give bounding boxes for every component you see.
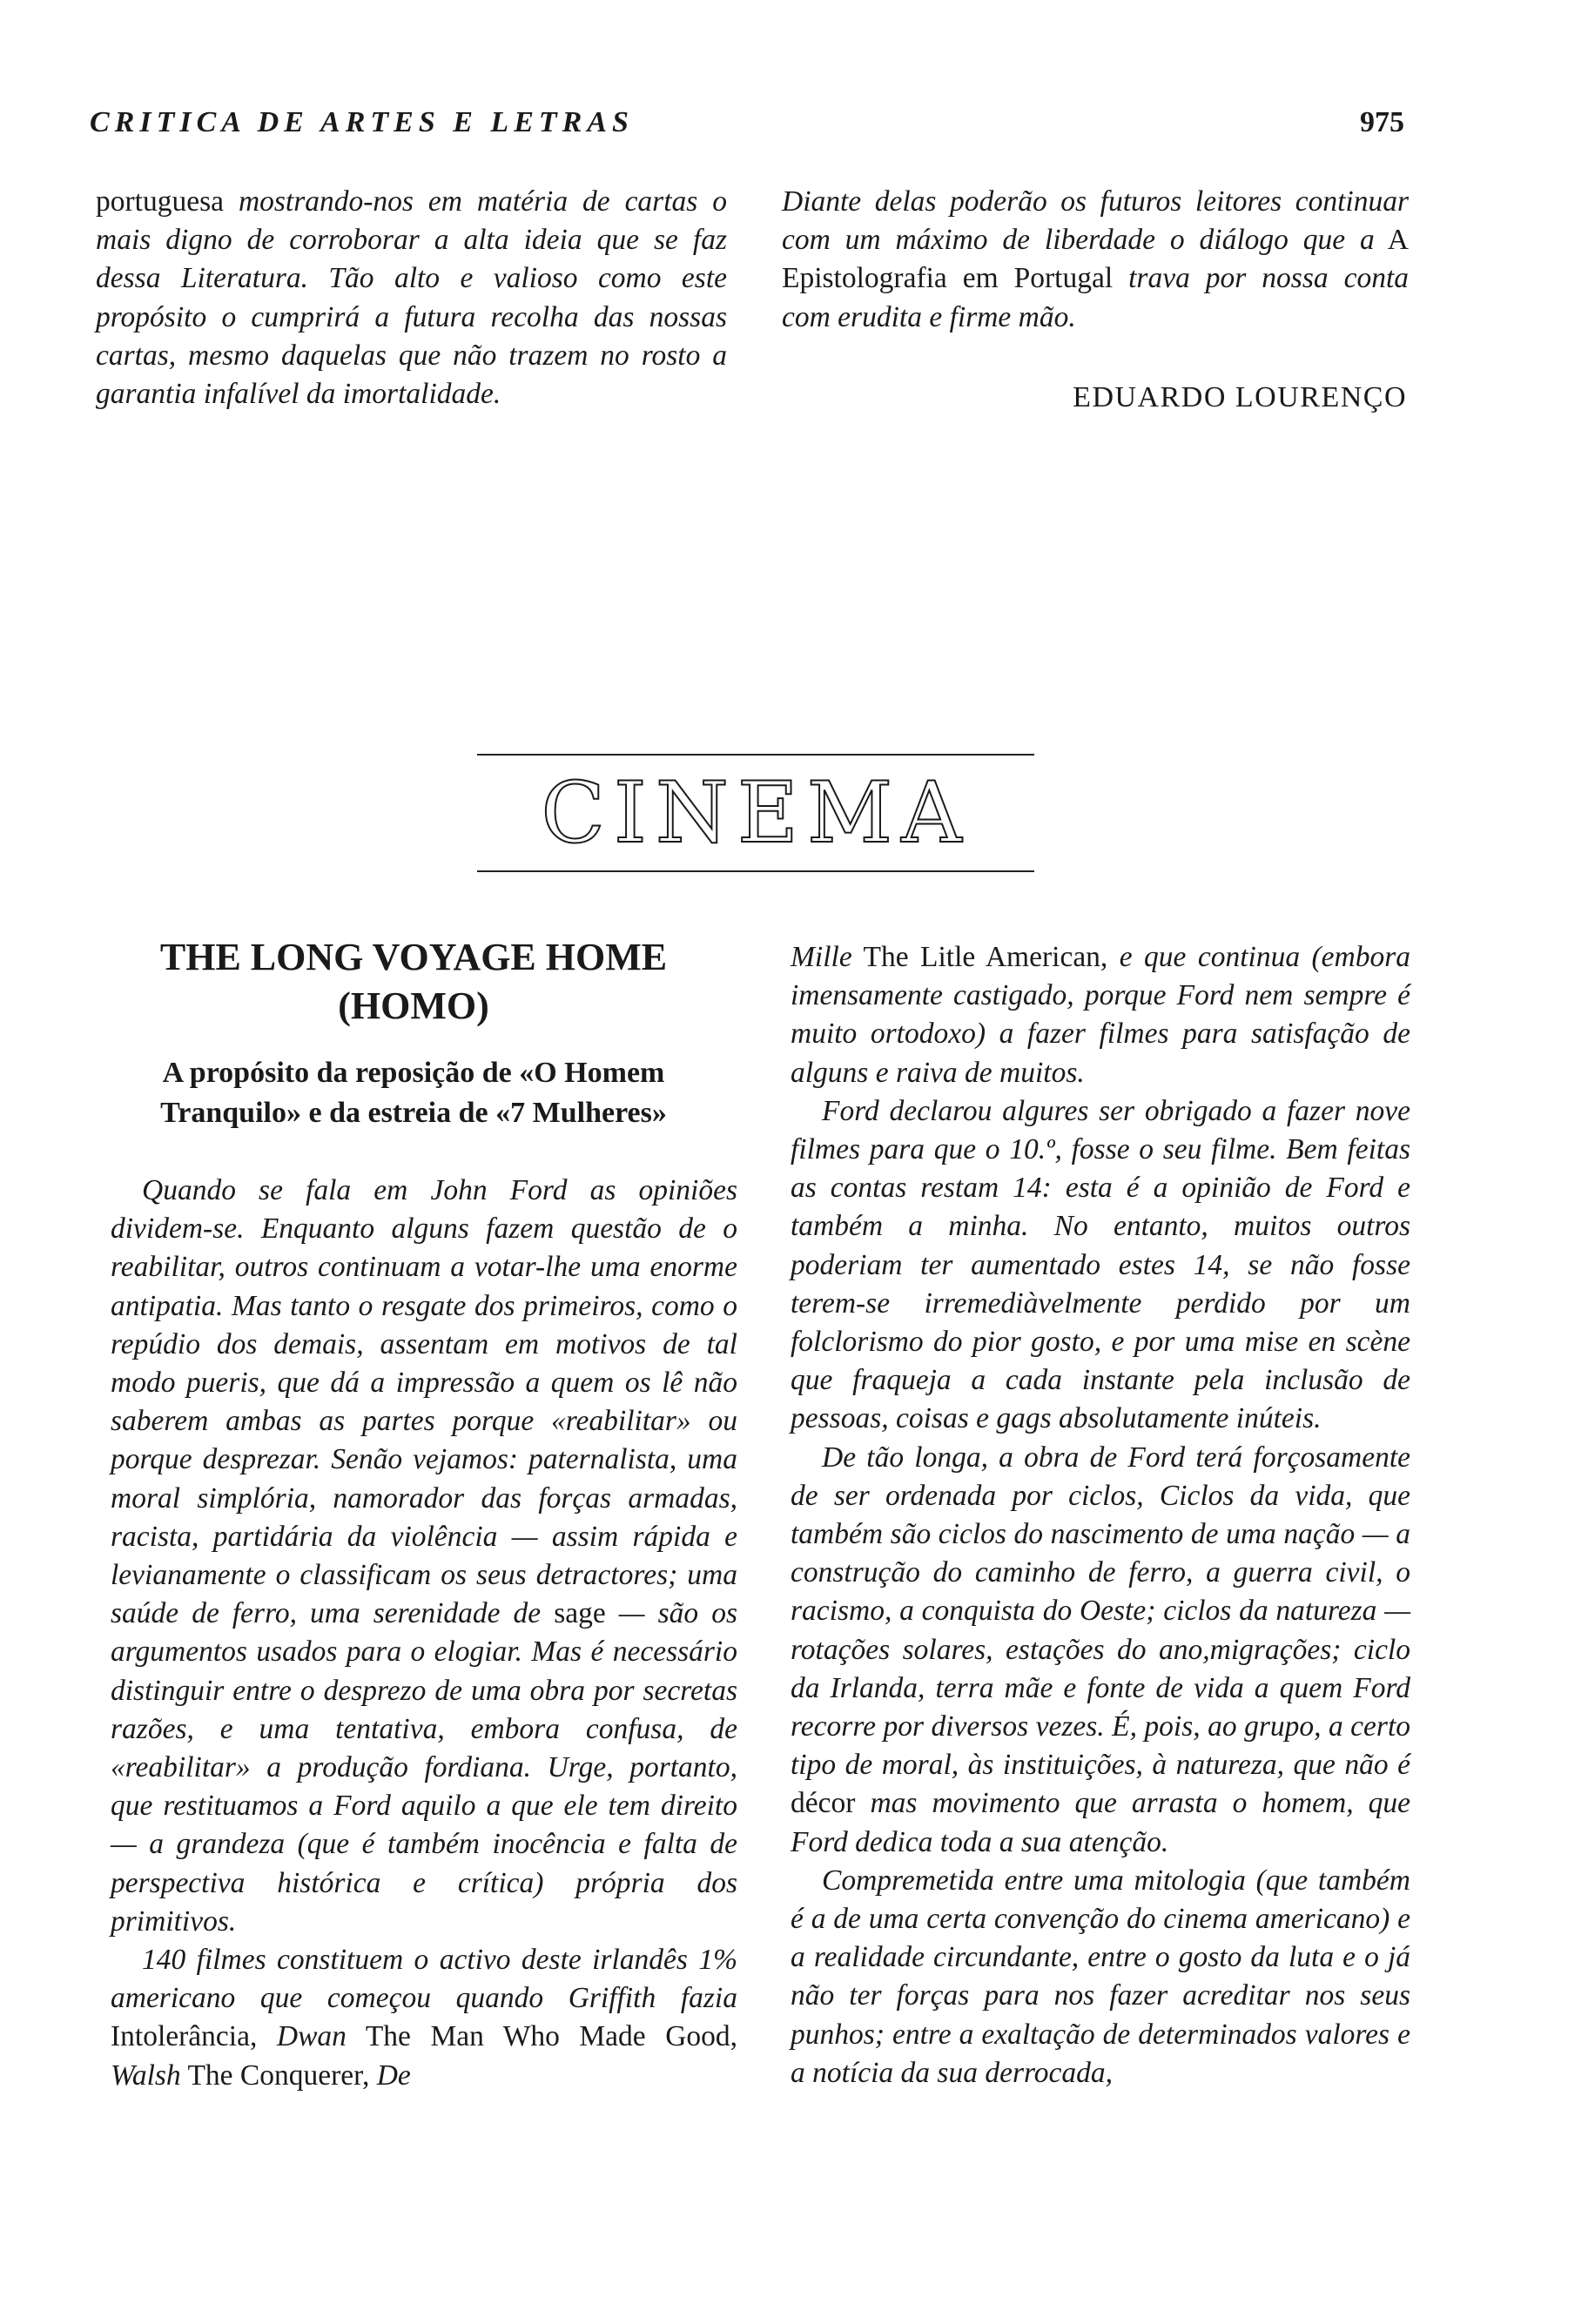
article-paragraph <box>791 938 1410 1092</box>
page-header <box>90 106 1404 139</box>
film-title: The Conquerer, <box>187 2059 370 2092</box>
top-left-column <box>96 183 727 413</box>
article-paragraph <box>791 1439 1410 1862</box>
top-right-column <box>782 183 1409 337</box>
section-rule-bottom <box>477 870 1034 872</box>
text-run: mostrando-nos em matéria de cartas o mais digno de corroborar a alta ideia que se faz dessa Literatura. Tão alto e valioso como este propósito o cumprirá a futura recolha das nossas cartas, mesmo daquelas que não trazem no rosto a garantia infalível da imortalidade. <box>96 185 727 411</box>
text-run: Quando se fala em John Ford as opiniões dividem-se. Enquanto alguns fazem questão de o reabilitar, outros continuam a votar-lhe uma enorme antipatia. Mas tanto o resgate dos primeiros, como o repúdio dos demais, assentam em motivos de tal modo pueris, que dá a impressão a quem os lê não saberem ambas as partes porque «reabilitar» ou porque desprezar. Senão vejamos: paternalista, uma moral simplória, namorador das forças armadas, racista, partidária da violência — assim rápida e levianamente o classificam os seus detractores; uma saúde de ferro, uma serenidade de <box>111 1174 737 1630</box>
text-run: Walsh <box>111 2059 181 2092</box>
article-paragraph <box>111 1172 737 1941</box>
film-title: Intolerância, <box>111 2020 258 2053</box>
film-title: The Man Who Made Good, <box>365 2020 738 2053</box>
text-run: Diante delas poderão os futuros leitores continuar com um máximo de liberdade o diálogo que a <box>782 185 1409 257</box>
text-run: e que continua (embora imensamente castigado, porque Ford nem sempre é muito ortodoxo) a fazer filmes para satisfação de alguns e raiva de muitos. <box>791 941 1410 1089</box>
text-run: trava por nossa conta com erudita e firme mão. <box>782 262 1410 333</box>
page-number: 975 <box>1360 106 1404 138</box>
article-left-column <box>111 1172 737 2095</box>
article-paragraph: Ford declarou algures ser obrigado a fazer nove filmes para que o 10.º, fosse o seu filme. Bem feitas as contas restam 14: esta é a opinião de Ford e também a minha. No entanto, muitos outros poderiam ter aumentado estes 14, se não fosse terem-se irremediàvelmente perdido por um folclorismo do pior gosto, e por uma mise en scène que fraqueja a cada instante pela inclusão de pessoas, coisas e gags absolutamente inúteis. <box>791 1094 1410 1435</box>
text-run: portuguesa <box>96 185 224 218</box>
film-title: The Litle American, <box>863 941 1108 973</box>
article-right-column <box>791 938 1410 2092</box>
text-run: De <box>376 2059 411 2092</box>
article-subtitle: A propósito da reposição de «O Homem Tranquilo» e da estreia de «7 Mulheres» <box>160 1057 667 1129</box>
text-run: mas movimento que arrasta o homem, que Ford dedica toda a sua atenção. <box>791 1787 1410 1858</box>
text-run: sage <box>554 1597 606 1630</box>
article-title: THE LONG VOYAGE HOME (HOMO) <box>159 936 668 1027</box>
text-run: — são os argumentos usados para o elogiar. Mas é necessário distinguir entre o desprezo de uma obra por secretas razões, e uma tentativa, embora confusa, de «reabilitar» a produção fordiana. Urge, portanto, que restituamos a Ford aquilo a que ele tem direito — a grandeza (que é também inocência e falta de perspectiva histórica e crítica) própria dos primitivos. <box>111 1597 737 1938</box>
text-run: 140 filmes constituem o activo deste irlandês 1% americano que começou quando Griffith fazia <box>111 1944 737 2015</box>
book-title: A Epistolografia em Portugal <box>782 224 1409 295</box>
article-paragraph: Compremetida entre uma mitologia (que também é a de uma certa convenção do cinema americano) e a realidade circundante, entre o gosto da luta e o já não ter forças para nos fazer acreditar nos seus punhos; entre a exaltação de determinados valores e a notícia da sua derrocada, <box>791 1864 1410 2089</box>
article-paragraph <box>111 1941 737 2095</box>
top-left-paragraph <box>96 183 727 413</box>
section-rule-top <box>477 754 1034 756</box>
text-run: Dwan <box>276 2020 347 2053</box>
text-run: Mille <box>791 941 852 973</box>
text-run: De tão longa, a obra de Ford terá forçosamente de ser ordenada por ciclos, Ciclos da vida, que também são ciclos do nascimento de uma nação — a construção do caminho de ferro, a guerra civil, o racismo, a conquista do Oeste; ciclos da natureza — rotações solares, estações do ano,migrações; ciclo da Irlanda, terra mãe e fonte de vida a quem Ford recorre por diversos vezes. É, pois, ao grupo, a certo tipo de moral, às instituições, à natureza, que não é <box>791 1441 1410 1782</box>
author-signature: EDUARDO LOURENÇO <box>1073 381 1407 413</box>
top-right-paragraph <box>782 183 1409 337</box>
running-title: CRITICA DE ARTES E LETRAS <box>90 106 634 138</box>
text-run: décor <box>791 1787 856 1820</box>
section-heading: CINEMA <box>541 764 971 862</box>
